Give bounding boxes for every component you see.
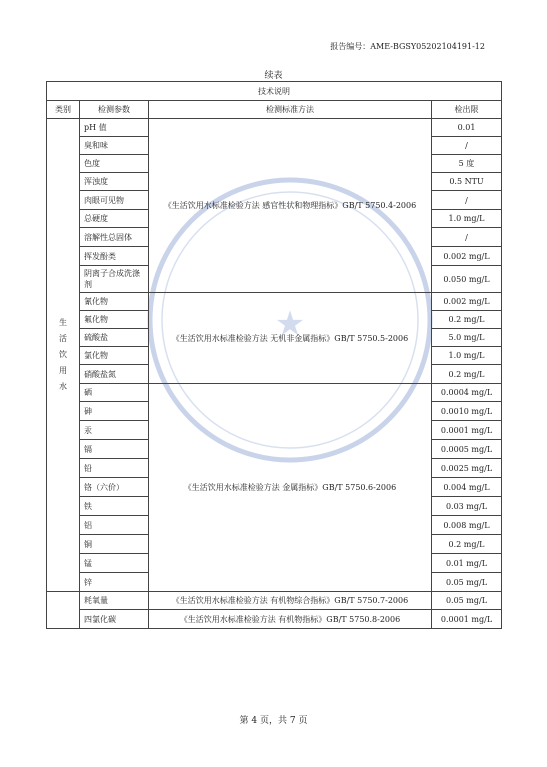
- param-cell: 阴离子合成洗涤剂: [80, 266, 149, 293]
- table-title: 技术说明: [47, 82, 502, 101]
- limit-cell: 0.0001 mg/L: [432, 610, 502, 629]
- limit-cell: 0.01 mg/L: [432, 554, 502, 573]
- svg-text:★: ★: [274, 304, 306, 344]
- table-row: [47, 119, 502, 137]
- param-cell: 氯化物: [80, 347, 149, 365]
- category-cell-continued: [47, 592, 80, 629]
- limit-cell: 0.05 mg/L: [432, 573, 502, 592]
- param-cell: 氟化物: [80, 311, 149, 329]
- param-cell: 镉: [80, 440, 149, 459]
- limit-cell: 0.0010 mg/L: [432, 402, 502, 421]
- limit-cell: 5 度: [432, 155, 502, 173]
- param-cell: 汞: [80, 421, 149, 440]
- param-cell: 铁: [80, 497, 149, 516]
- limit-cell: 0.0025 mg/L: [432, 459, 502, 478]
- method-cell: 《生活饮用水标准检验方法 无机非金属指标》GB/T 5750.5-2006: [149, 293, 432, 384]
- table-row: [47, 610, 502, 629]
- header-limit: 检出限: [432, 101, 502, 119]
- limit-cell: 0.0005 mg/L: [432, 440, 502, 459]
- param-cell: 色度: [80, 155, 149, 173]
- param-cell: 氰化物: [80, 293, 149, 311]
- limit-cell: 0.050 mg/L: [432, 266, 502, 293]
- param-cell: 砷: [80, 402, 149, 421]
- limit-cell: 0.002 mg/L: [432, 293, 502, 311]
- param-cell: 臭和味: [80, 137, 149, 155]
- param-cell: 铬（六价）: [80, 478, 149, 497]
- header-category: 类别: [47, 101, 80, 119]
- param-cell: 挥发酚类: [80, 247, 149, 266]
- param-cell: 浑浊度: [80, 173, 149, 191]
- limit-cell: /: [432, 191, 502, 210]
- param-cell: 锌: [80, 573, 149, 592]
- header-param: 检测参数: [80, 101, 149, 119]
- limit-cell: 0.2 mg/L: [432, 311, 502, 329]
- continued-label: 续表: [264, 71, 283, 81]
- param-cell: 硫酸盐: [80, 329, 149, 347]
- param-cell: 铝: [80, 516, 149, 535]
- table-row: [47, 384, 502, 402]
- param-cell: pH 值: [80, 119, 149, 137]
- limit-cell: 1.0 mg/L: [432, 210, 502, 228]
- param-cell: 硒: [80, 384, 149, 402]
- param-cell: 锰: [80, 554, 149, 573]
- limit-cell: /: [432, 228, 502, 247]
- table-row: [47, 592, 502, 610]
- limit-cell: 0.004 mg/L: [432, 478, 502, 497]
- method-cell: 《生活饮用水标准检验方法 有机物指标》GB/T 5750.8-2006: [149, 610, 432, 629]
- param-cell: 铜: [80, 535, 149, 554]
- param-cell: 四氯化碳: [80, 610, 149, 629]
- limit-cell: 0.2 mg/L: [432, 365, 502, 384]
- limit-cell: 5.0 mg/L: [432, 329, 502, 347]
- page-footer: 第 4 页，共 7 页: [239, 716, 308, 726]
- limit-cell: 0.2 mg/L: [432, 535, 502, 554]
- param-cell: 肉眼可见物: [80, 191, 149, 210]
- limit-cell: 0.01: [432, 119, 502, 137]
- method-cell: 《生活饮用水标准检验方法 感官性状和物理指标》GB/T 5750.4-2006: [149, 119, 432, 293]
- header-method: 检测标准方法: [149, 101, 432, 119]
- param-cell: 铅: [80, 459, 149, 478]
- limit-cell: /: [432, 137, 502, 155]
- technical-description-table: [46, 81, 502, 629]
- table-row: [47, 293, 502, 311]
- limit-cell: 0.002 mg/L: [432, 247, 502, 266]
- limit-cell: 0.0004 mg/L: [432, 384, 502, 402]
- limit-cell: 0.0001 mg/L: [432, 421, 502, 440]
- param-cell: 硝酸盐氮: [80, 365, 149, 384]
- limit-cell: 1.0 mg/L: [432, 347, 502, 365]
- param-cell: 总硬度: [80, 210, 149, 228]
- category-cell: 生 活 饮 用 水: [47, 119, 80, 592]
- limit-cell: 0.5 NTU: [432, 173, 502, 191]
- method-cell: 《生活饮用水标准检验方法 金属指标》GB/T 5750.6-2006: [149, 384, 432, 592]
- limit-cell: 0.008 mg/L: [432, 516, 502, 535]
- method-cell: 《生活饮用水标准检验方法 有机物综合指标》GB/T 5750.7-2006: [149, 592, 432, 610]
- param-cell: 溶解性总固体: [80, 228, 149, 247]
- limit-cell: 0.03 mg/L: [432, 497, 502, 516]
- limit-cell: 0.05 mg/L: [432, 592, 502, 610]
- report-number: 报告编号：AME-BGSY05202104191-12: [330, 42, 485, 51]
- param-cell: 耗氧量: [80, 592, 149, 610]
